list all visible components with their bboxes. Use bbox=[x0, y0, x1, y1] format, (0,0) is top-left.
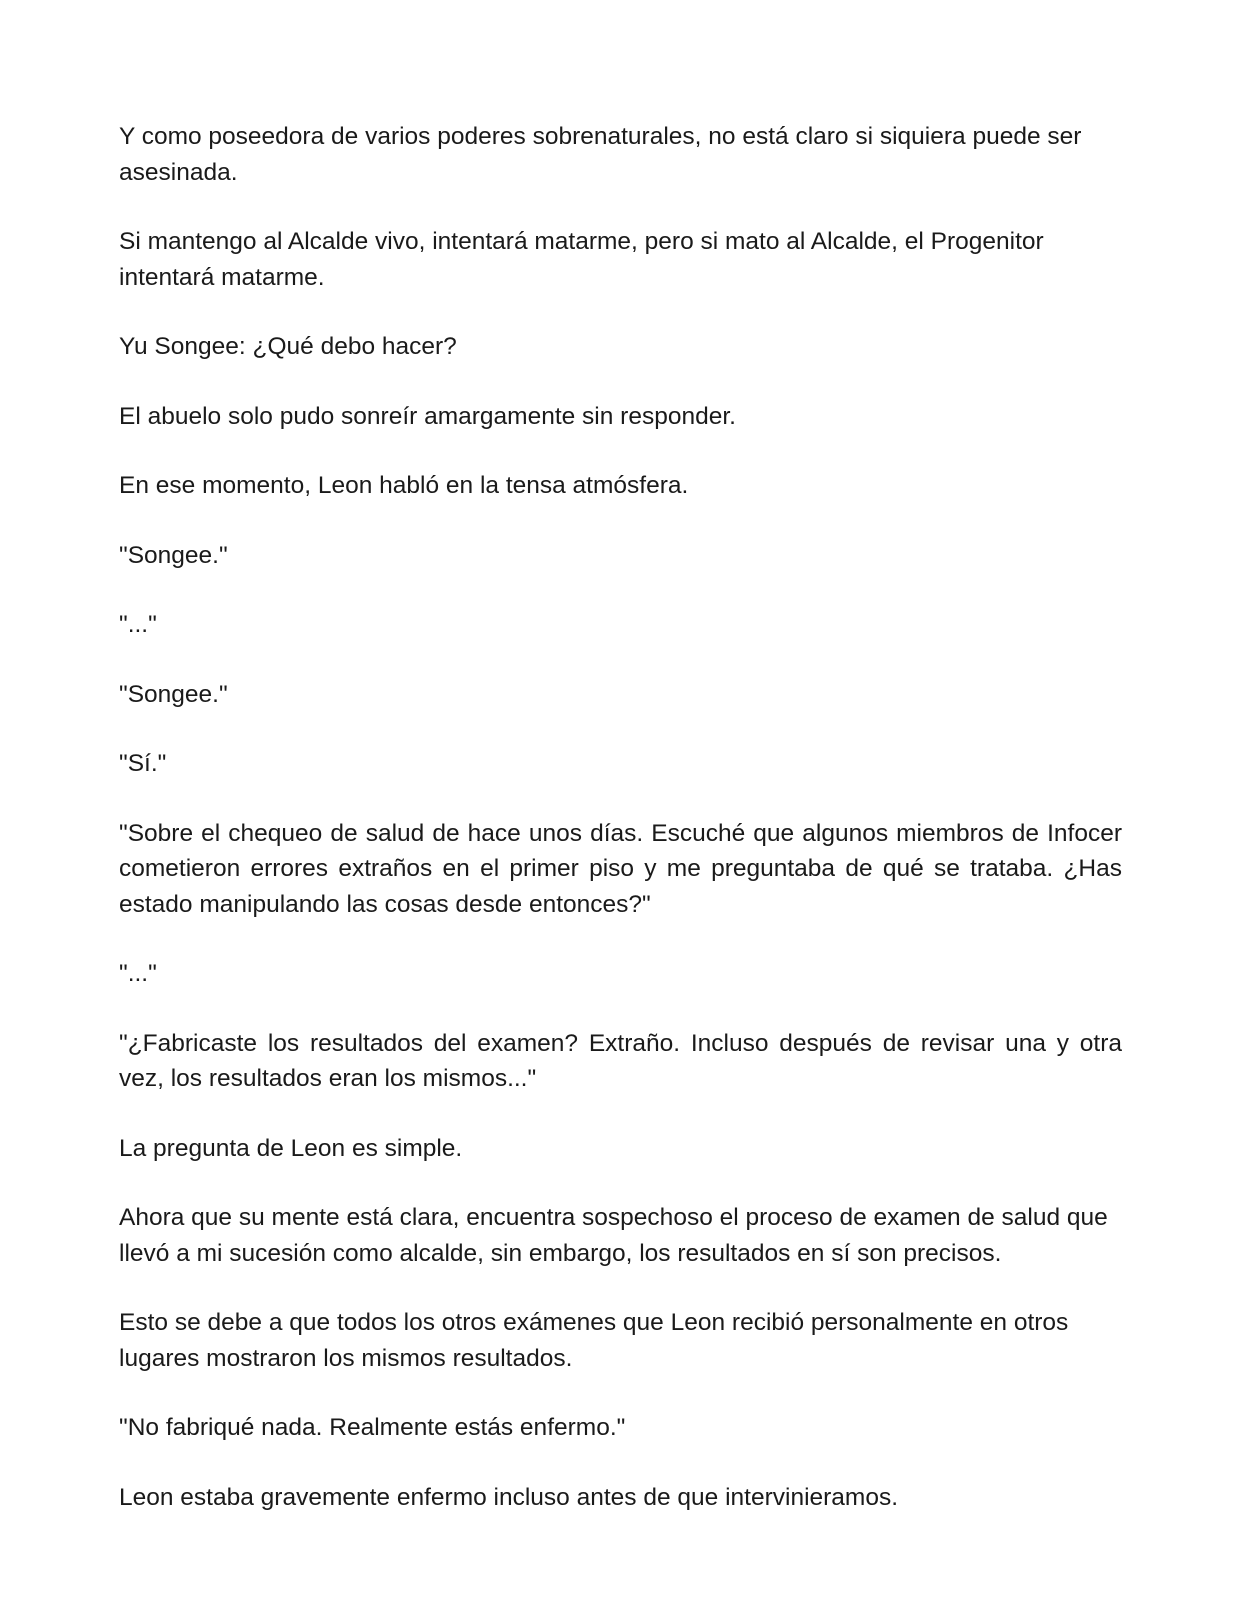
paragraph-3: Yu Songee: ¿Qué debo hacer? bbox=[119, 333, 457, 360]
paragraph-17: Leon estaba gravemente enfermo incluso antes de que intervinieramos. bbox=[119, 1483, 899, 1511]
paragraph-1: Y como poseedora de varios poderes sobrenaturales, no está claro si siquiera puede ser asesinada. bbox=[119, 123, 1082, 186]
paragraph-12: "¿Fabricaste los resultados del examen? Extraño. Incluso después de revisar una y otra vez, los resultados eran los mismos..." bbox=[119, 1029, 1122, 1092]
paragraph-7: "..." bbox=[119, 611, 157, 638]
paragraph-9: "Sí." bbox=[119, 750, 167, 777]
paragraph-14: Ahora que su mente está clara, encuentra sospechoso el proceso de examen de salud que llevó a mi sucesión como alcalde, sin embargo, los resultados en sí son precisos. bbox=[119, 1204, 1108, 1267]
paragraph-4: El abuelo solo pudo sonreír amargamente sin responder. bbox=[119, 402, 736, 430]
paragraph-8: "Songee." bbox=[119, 680, 228, 708]
paragraph-10: "Sobre el chequeo de salud de hace unos días. Escuché que algunos miembros de Infocer cometieron errores extraños en el primer piso y me preguntaba de qué se trataba. ¿Has estado manipulando las cosas desde entonces?" bbox=[119, 819, 1122, 918]
paragraph-15: Esto se debe a que todos los otros exámenes que Leon recibió personalmente en otros lugares mostraron los mismos resultados. bbox=[119, 1309, 1069, 1372]
paragraph-13: La pregunta de Leon es simple. bbox=[119, 1134, 463, 1162]
paragraph-16: "No fabriqué nada. Realmente estás enfermo." bbox=[119, 1414, 626, 1441]
paragraph-11: "..." bbox=[119, 960, 157, 987]
paragraph-2: Si mantengo al Alcalde vivo, intentará matarme, pero si mato al Alcalde, el Progenitor intentará matarme. bbox=[119, 228, 1044, 291]
paragraph-5: En ese momento, Leon habló en la tensa atmósfera. bbox=[119, 472, 689, 499]
document-page bbox=[119, 119, 1122, 1549]
paragraph-6: "Songee." bbox=[119, 541, 228, 569]
